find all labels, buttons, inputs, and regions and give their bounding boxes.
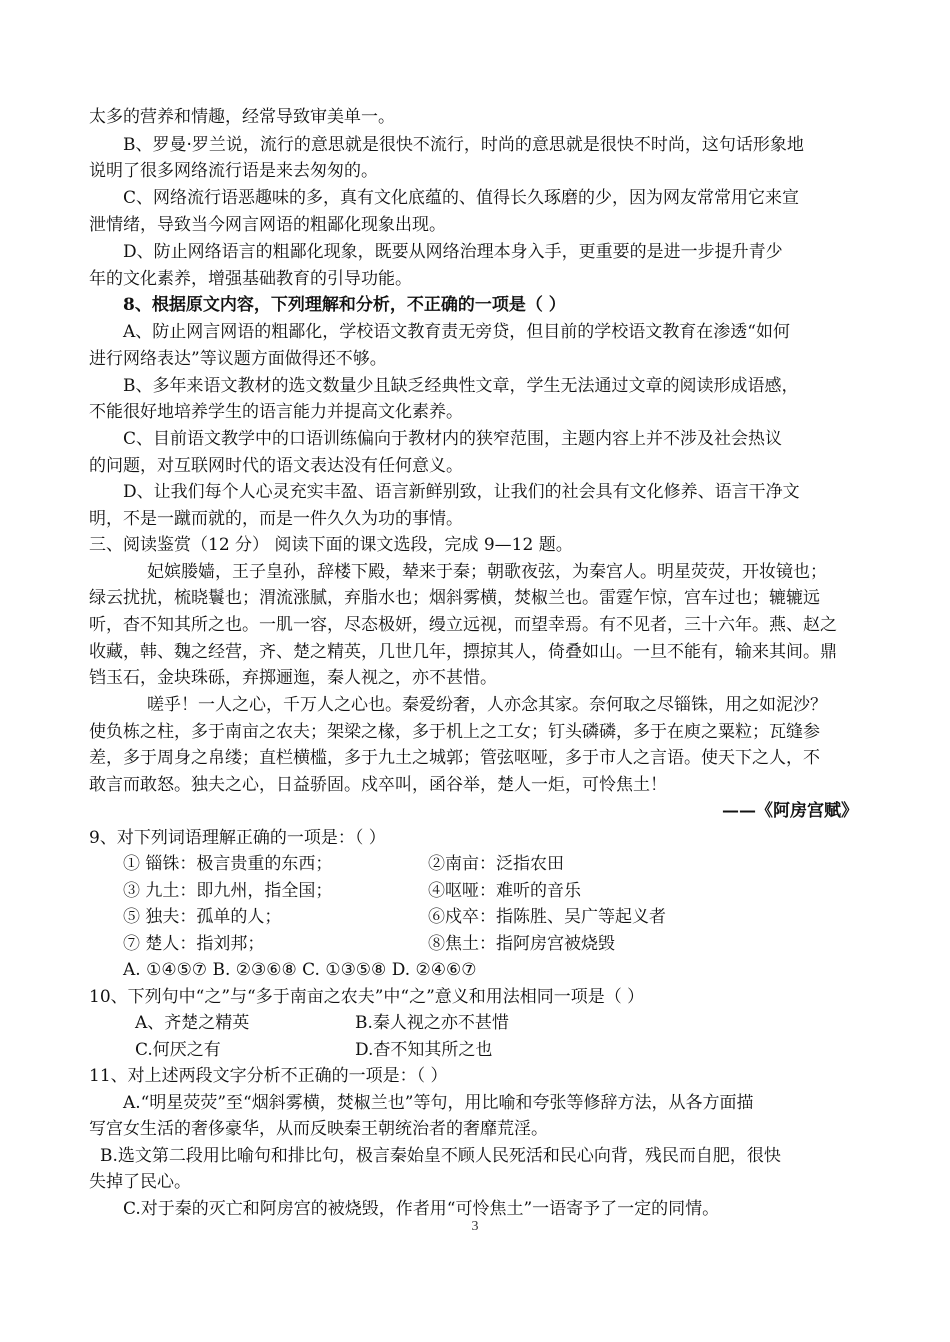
q9-choices: A. ①④⑤⑦ B. ②③⑥⑧ C. ①③⑤⑧ D. ②④⑥⑦ bbox=[123, 960, 477, 980]
option-d-line: D、防止网络语言的粗鄙化现象，既要从网络治理本身入手，更重要的是进一步提升青少 bbox=[123, 242, 783, 262]
text-line: 写宫女生活的奢侈豪华，从而反映秦王朝统治者的奢靡荒淫。 bbox=[89, 1119, 548, 1139]
text-line: 太多的营养和情趣，经常导致审美单一。 bbox=[89, 107, 395, 127]
section-heading: 三、阅读鉴赏（12 分） 阅读下面的课文选段，完成 9—12 题。 bbox=[89, 535, 573, 555]
q11-option-c: C.对于秦的灭亡和阿房宫的被烧毁，作者用“可怜焦土”一语寄予了一定的同情。 bbox=[123, 1199, 720, 1219]
text-line: 泄情绪，导致当今网言网语的粗鄙化现象出现。 bbox=[89, 215, 446, 235]
q8-option-b: B、多年来语文教材的选文数量少且缺乏经典性文章，学生无法通过文章的阅读形成语感， bbox=[123, 376, 799, 396]
passage-line: 敢言而敢怒。独夫之心，日益骄固。戍卒叫，函谷举，楚人一炬，可怜焦土！ bbox=[89, 775, 667, 795]
q9-item: ③ 九土：即九州，指全国； bbox=[123, 881, 333, 901]
passage-line: 差，多于周身之帛缕；直栏横槛，多于九土之城郭；管弦呕哑，多于市人之言语。使天下之人，不 bbox=[89, 748, 820, 768]
text-line: 不能很好地培养学生的语言能力并提高文化素养。 bbox=[89, 402, 463, 422]
option-b-line: B、罗曼·罗兰说，流行的意思就是很快不流行，时尚的意思就是很快不时尚，这句话形象地 bbox=[123, 135, 804, 155]
text-line: 失掉了民心。 bbox=[89, 1172, 191, 1192]
passage-line: 绿云扰扰，梳晓鬟也；渭流涨腻，弃脂水也；烟斜雾横，焚椒兰也。雷霆乍惊，宫车过也；辘辘远 bbox=[89, 588, 820, 608]
text-line: 进行网络表达”等议题方面做得还不够。 bbox=[89, 349, 387, 369]
q9-item: ① 锱铢：极言贵重的东西； bbox=[123, 854, 333, 874]
q9-item: ②南亩：泛指农田 bbox=[428, 854, 564, 874]
q10-option-c: C.何厌之有 bbox=[135, 1040, 221, 1060]
q9-item: ⑦ 楚人：指刘邦； bbox=[123, 934, 265, 954]
q9-item: ⑧焦土：指阿房宫被烧毁 bbox=[428, 934, 615, 954]
passage-line: 嗟乎！一人之心，千万人之心也。秦爱纷奢，人亦念其家。奈何取之尽锱铢，用之如泥沙？ bbox=[147, 695, 827, 715]
passage-line: 听，杳不知其所之也。一肌一容，尽态极妍，缦立远视，而望幸焉。有不见者，三十六年。燕、赵之 bbox=[89, 615, 837, 635]
q9-item: ④呕哑：难听的音乐 bbox=[428, 881, 581, 901]
passage-source: ——《阿房宫赋》 bbox=[722, 801, 858, 821]
question-8: 8、根据原文内容，下列理解和分析，不正确的一项是（ ） bbox=[123, 295, 566, 315]
q8-option-a: A、防止网言网语的粗鄙化，学校语文教育责无旁贷，但目前的学校语文教育在渗透“如何 bbox=[123, 322, 790, 342]
question-10: 10、下列句中“之”与“多于南亩之农夫”中“之”意义和用法相同一项是（ ） bbox=[89, 987, 645, 1007]
text-line: 说明了很多网络流行语是来去匆匆的。 bbox=[89, 161, 378, 181]
question-9: 9、对下列词语理解正确的一项是：（ ） bbox=[89, 828, 386, 848]
q10-option-a: A、齐楚之精英 bbox=[135, 1013, 250, 1033]
passage-line: 妃嫔媵嫱，王子皇孙，辞楼下殿，辇来于秦；朝歌夜弦，为秦宫人。明星荧荧，开妆镜也； bbox=[147, 562, 827, 582]
passage-line: 使负栋之柱，多于南亩之农夫；架梁之椽，多于机上之工女；钉头磷磷，多于在庾之粟粒；瓦缝参 bbox=[89, 722, 820, 742]
text-line: 明，不是一蹴而就的，而是一件久久为功的事情。 bbox=[89, 509, 463, 529]
q9-item: ⑥戍卒：指陈胜、吴广等起义者 bbox=[428, 907, 666, 927]
question-11: 11、对上述两段文字分析不正确的一项是：（ ） bbox=[89, 1066, 448, 1086]
option-c-line: C、网络流行语恶趣味的多，真有文化底蕴的、值得长久琢磨的少，因为网友常常用它来宣 bbox=[123, 188, 800, 208]
q9-item: ⑤ 独夫：孤单的人； bbox=[123, 907, 282, 927]
q8-option-d: D、让我们每个人心灵充实丰盈、语言新鲜别致，让我们的社会具有文化修养、语言干净文 bbox=[123, 482, 800, 502]
text-line: 年的文化素养，增强基础教育的引导功能。 bbox=[89, 269, 412, 289]
q10-option-d: D.杳不知其所之也 bbox=[355, 1040, 493, 1060]
q11-option-a: A.“明星荧荧”至“烟斜雾横，焚椒兰也”等句，用比喻和夸张等修辞方法，从各方面描 bbox=[123, 1093, 754, 1113]
q8-option-c: C、目前语文教学中的口语训练偏向于教材内的狭窄范围，主题内容上并不涉及社会热议 bbox=[123, 429, 783, 449]
text-line: 的问题，对互联网时代的语文表达没有任何意义。 bbox=[89, 456, 463, 476]
passage-line: 铛玉石，金块珠砾，弃掷逦迤，秦人视之，亦不甚惜。 bbox=[89, 668, 497, 688]
q11-option-b: B.选文第二段用比喻句和排比句，极言秦始皇不顾人民死活和民心向背，残民而自肥，很快 bbox=[100, 1146, 781, 1166]
passage-line: 收藏，韩、魏之经营，齐、楚之精英，几世几年，摽掠其人，倚叠如山。一旦不能有，输来其间。鼎 bbox=[89, 642, 837, 662]
page-number: 3 bbox=[471, 1219, 479, 1234]
q10-option-b: B.秦人视之亦不甚惜 bbox=[355, 1013, 509, 1033]
